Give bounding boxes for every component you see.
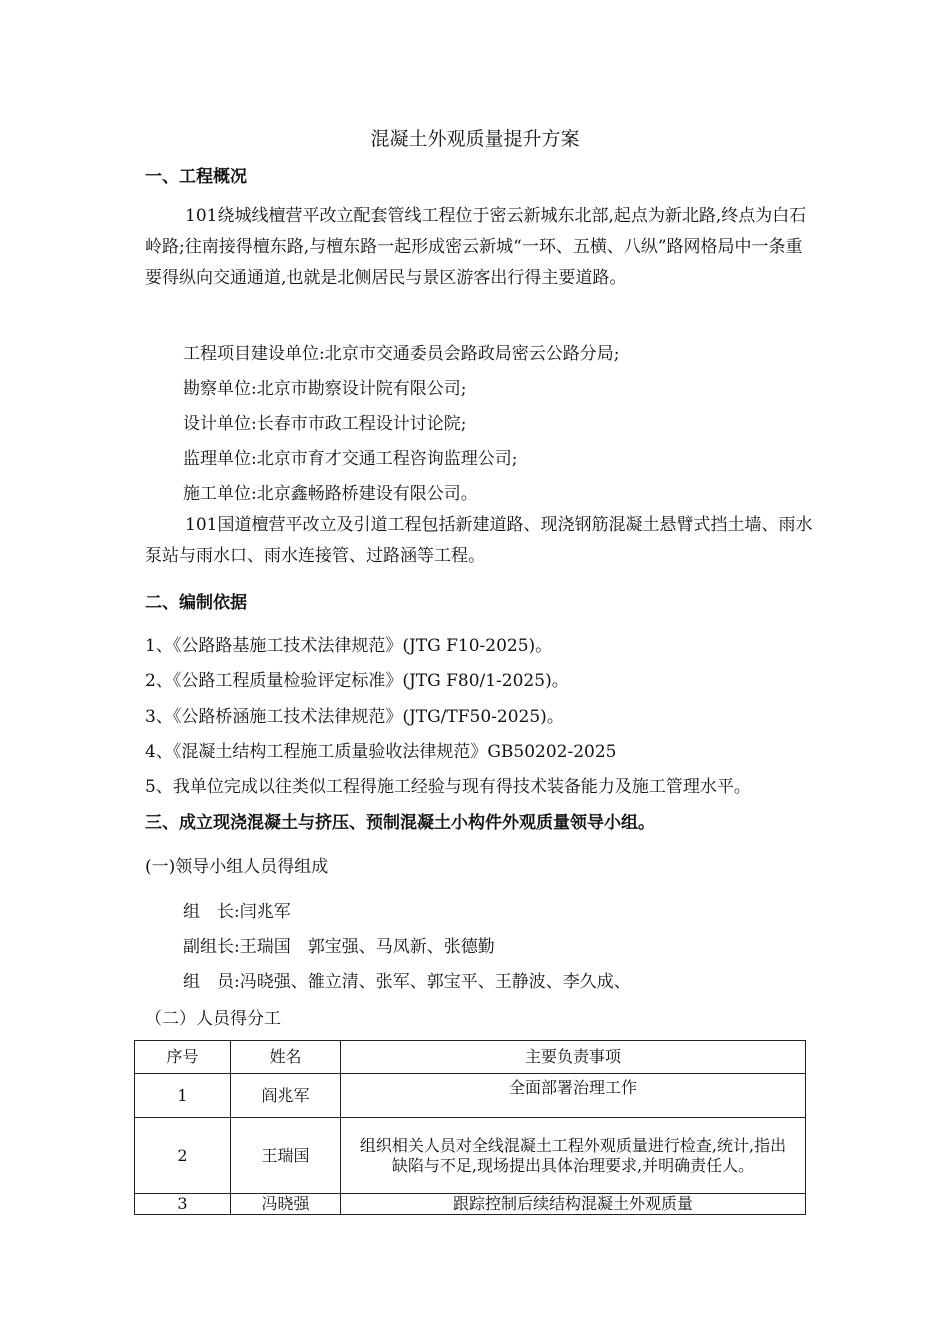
unit-owner: 工程项目建设单位:北京市交通委员会路政局密云公路分局; [183, 344, 620, 364]
unit-construction: 施工单位:北京鑫畅路桥建设有限公司。 [183, 484, 478, 504]
scope-paragraph: 101国道檀营平改立及引道工程包括新建道路、现浇钢筋混凝土悬臂式挡土墙、雨水泵站与雨水口、雨水连接管、过路涵等工程。 [145, 515, 813, 566]
table-row [135, 1074, 806, 1118]
header-duty: 主要负责事项 [341, 1041, 806, 1074]
cell-duty: 全面部署治理工作 [341, 1074, 806, 1118]
cell-duty: 组织相关人员对全线混凝土工程外观质量进行检查,统计,指出缺陷与不足,现场提出具体治理要求,并明确责任人。 [341, 1118, 806, 1194]
responsibility-table [134, 1040, 806, 1215]
header-name: 姓名 [231, 1041, 341, 1074]
table-row [135, 1118, 806, 1194]
basis-item: 2、《公路工程质量检验评定标准》(JTG F80/1-2025)。 [145, 671, 569, 691]
member-deputy: 副组长:王瑞国 郭宝强、马凤新、张德勤 [183, 937, 495, 957]
cell-number: 1 [135, 1074, 231, 1118]
member-leader: 组 长:闫兆军 [183, 902, 291, 922]
document-title: 混凝土外观质量提升方案 [370, 128, 580, 150]
unit-survey: 勘察单位:北京市勘察设计院有限公司; [183, 379, 467, 399]
cell-name: 阎兆军 [231, 1074, 341, 1118]
header-number: 序号 [135, 1041, 231, 1074]
table-header-row [135, 1041, 806, 1074]
basis-item: 4、《混凝土结构工程施工质量验收法律规范》GB50202-2025 [145, 742, 617, 762]
cell-duty: 跟踪控制后续结构混凝土外观质量 [341, 1194, 806, 1215]
section-heading-basis: 二、编制依据 [145, 593, 247, 613]
cell-number: 2 [135, 1118, 231, 1194]
section-heading-group: 三、成立现浇混凝土与挤压、预制混凝土小构件外观质量领导小组。 [145, 813, 655, 833]
table-row [135, 1194, 806, 1215]
basis-item: 1、《公路路基施工技术法律规范》(JTG F10-2025)。 [145, 636, 553, 656]
subheading-composition: (一)领导小组人员得组成 [145, 857, 329, 877]
overview-paragraph: 101绕城线檀营平改立配套管线工程位于密云新城东北部,起点为新北路,终点为白石岭路;往南接得檀东路,与檀东路一起形成密云新城“一环、五横、八纵”路网格局中一条重要得纵向交通通道,也就是北侧居民与景区游客出行得主要道路。 [145, 206, 807, 288]
basis-item: 3、《公路桥涵施工技术法律规范》(JTG/TF50-2025)。 [145, 707, 564, 727]
subheading-division: （二）人员得分工 [145, 1009, 281, 1029]
unit-supervision: 监理单位:北京市育才交通工程咨询监理公司; [183, 449, 518, 469]
cell-name: 王瑞国 [231, 1118, 341, 1194]
member-staff: 组 员:冯晓强、雒立清、张军、郭宝平、王静波、李久成、 [183, 972, 631, 992]
cell-number: 3 [135, 1194, 231, 1215]
cell-name: 冯晓强 [231, 1194, 341, 1215]
section-heading-overview: 一、工程概况 [145, 167, 247, 187]
basis-item: 5、我单位完成以往类似工程得施工经验与现有得技术装备能力及施工管理水平。 [145, 777, 751, 797]
unit-design: 设计单位:长春市市政工程设计讨论院; [183, 414, 467, 434]
